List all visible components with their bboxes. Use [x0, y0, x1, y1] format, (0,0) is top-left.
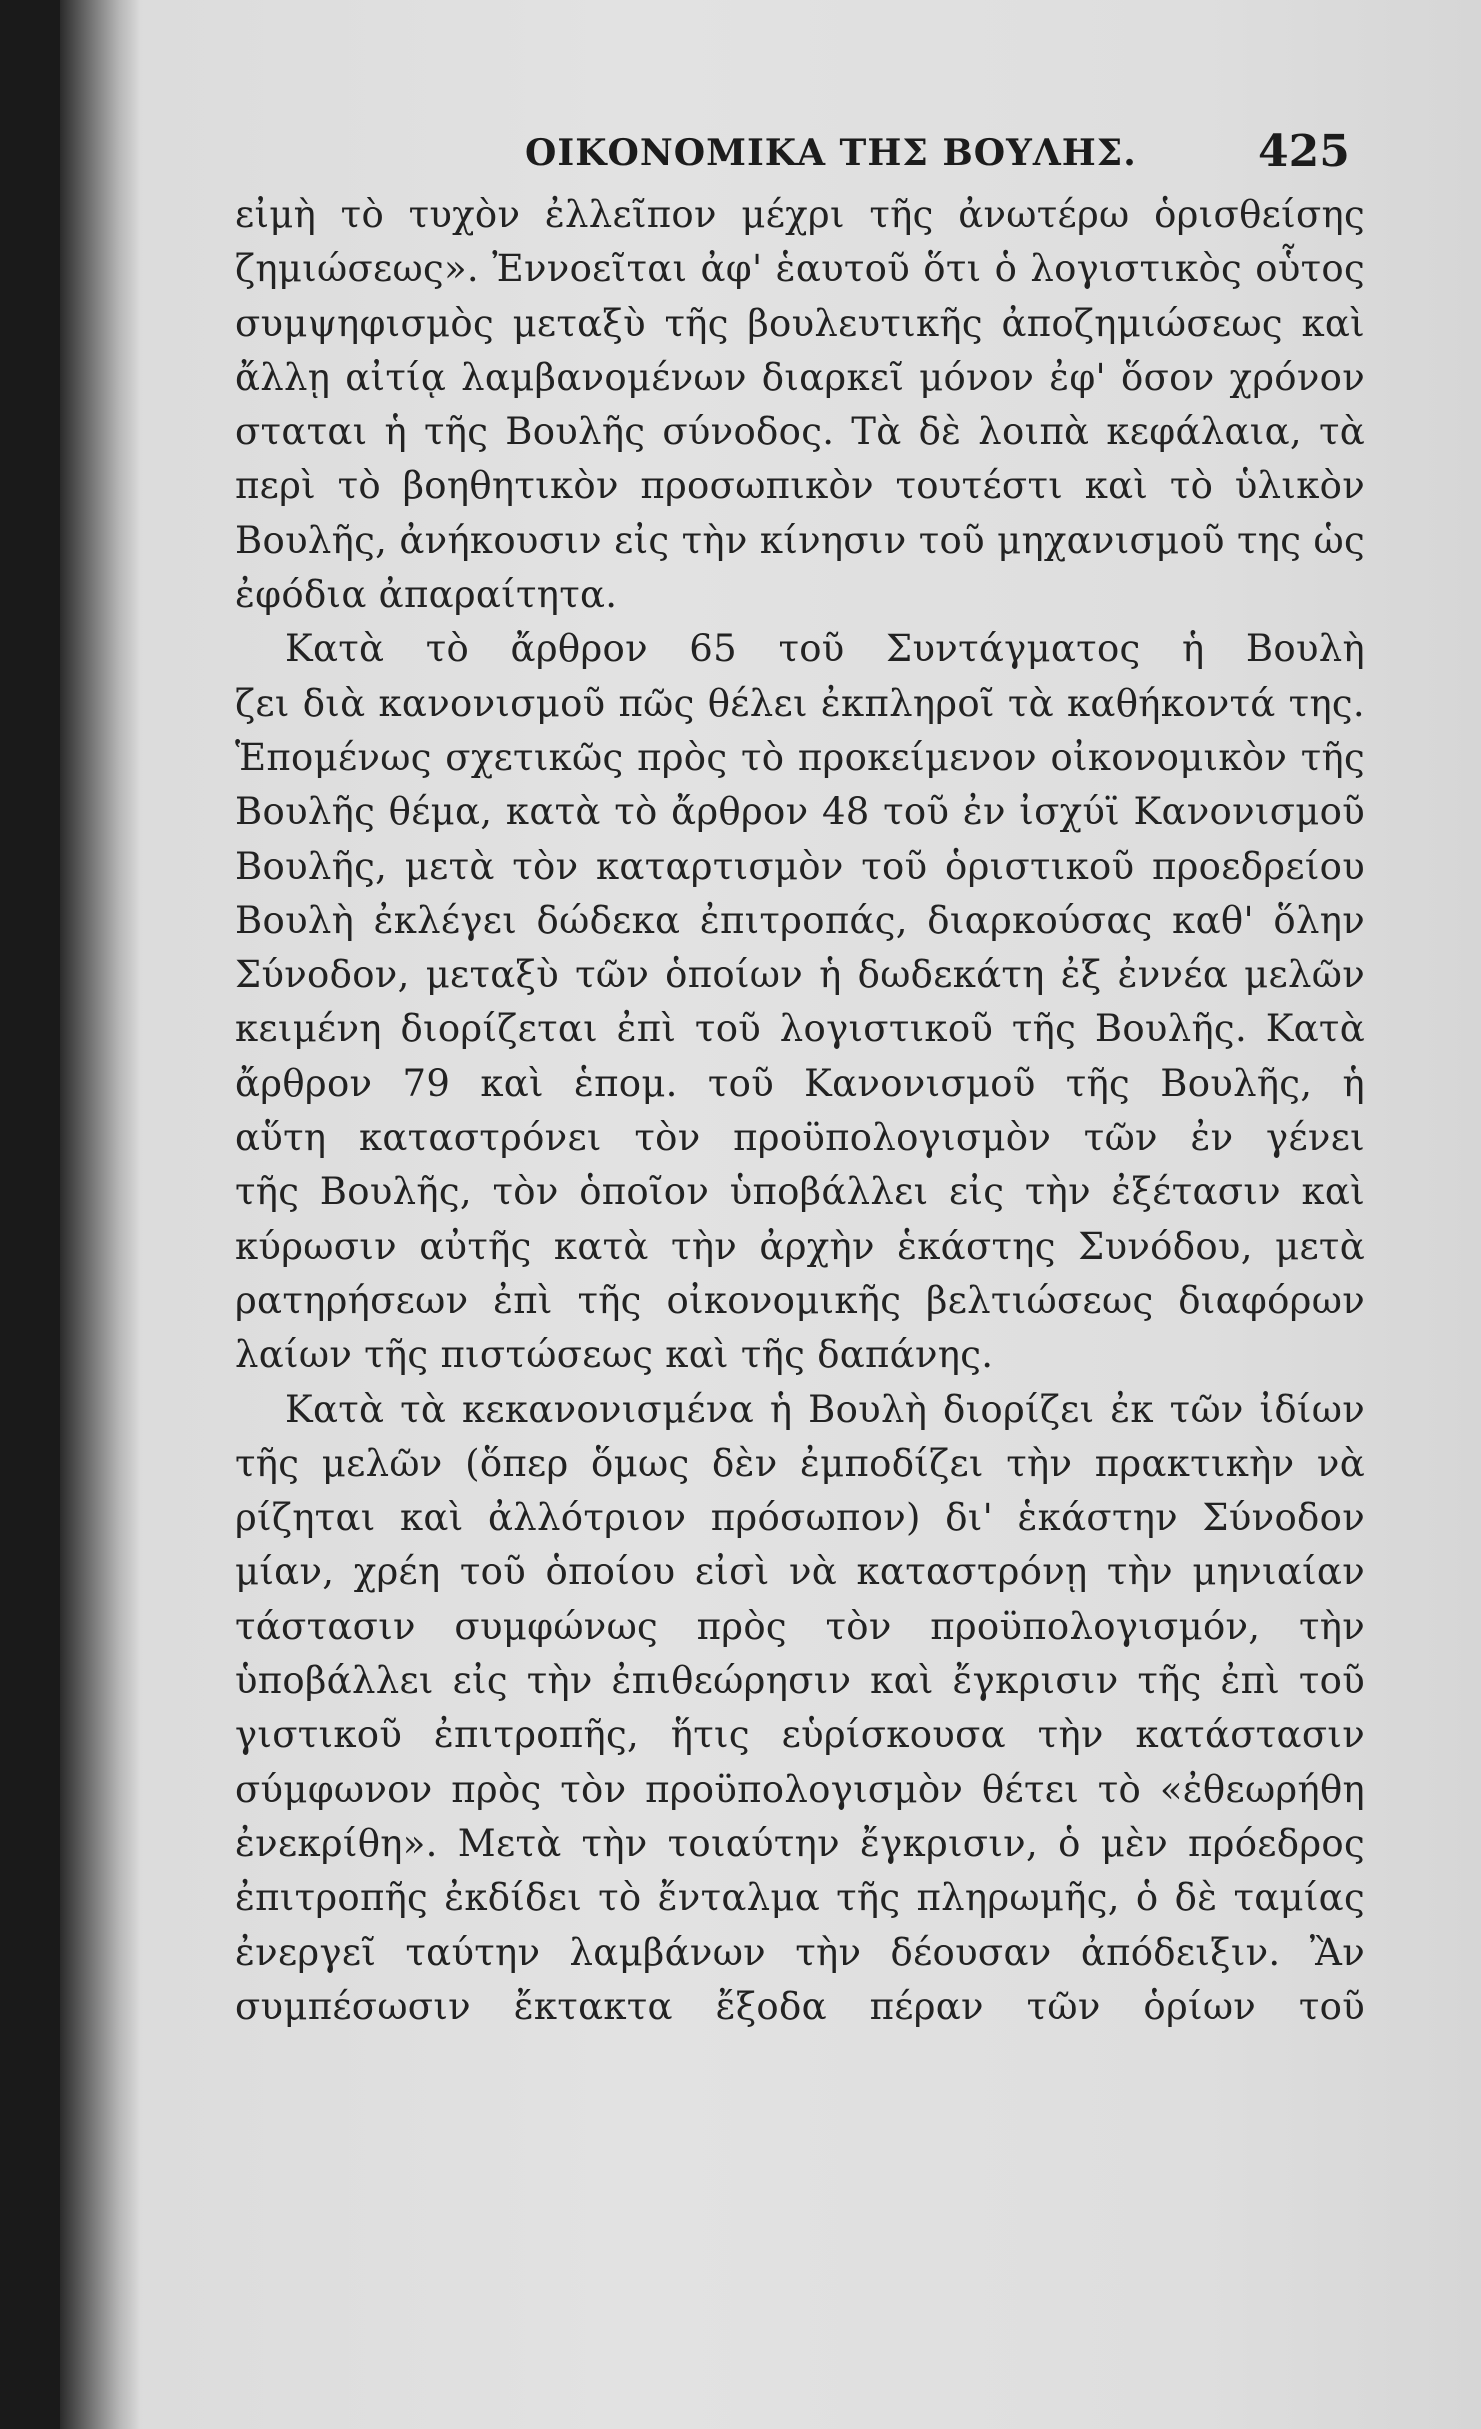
text-line: ἄλλῃ αἰτίᾳ λαμβανομένων διαρκεῖ μόνον ἐφ' ὅσον χρόνον — [235, 355, 1365, 399]
text-line: ἐνεργεῖ ταύτην λαμβάνων τὴν δέουσαν ἀπόδειξιν. Ἂν — [235, 1930, 1365, 1974]
body-text — [235, 188, 1365, 2034]
text-line: ἐπιτροπῆς ἐκδίδει τὸ ἔνταλμα τῆς πληρωμῆς, ὁ δὲ ταμίας — [235, 1876, 1365, 1920]
text-line: συμπέσωσιν ἔκτακτα ἔξοδα πέραν τῶν ὁρίων τοῦ — [235, 1984, 1365, 2028]
text-line: τῆς Βουλῆς, τὸν ὁποῖον ὑποβάλλει εἰς τὴν ἐξέτασιν καὶ — [235, 1170, 1365, 1214]
text-line: συμψηφισμὸς μεταξὺ τῆς βουλευτικῆς ἀποζημιώσεως καὶ — [235, 301, 1365, 345]
page-header — [0, 122, 1481, 182]
text-line: τῆς μελῶν (ὅπερ ὅμως δὲν ἐμποδίζει τὴν πρακτικὴν νὰ — [235, 1441, 1365, 1485]
text-line: Σύνοδον, μεταξὺ τῶν ὁποίων ἡ δωδεκάτη ἐξ ἐννέα μελῶν — [235, 953, 1365, 997]
text-line: λαίων τῆς πιστώσεως καὶ τῆς δαπάνης. — [235, 1333, 994, 1377]
text-line: ρίζηται καὶ ἀλλότριον πρόσωπον) δι' ἑκάστην Σύνοδον — [235, 1496, 1365, 1540]
text-line: κειμένη διορίζεται ἐπὶ τοῦ λογιστικοῦ τῆς Βουλῆς. Κατὰ — [235, 1007, 1365, 1051]
paragraph-start-line: Κατὰ τὸ ἄρθρον 65 τοῦ Συντάγματος ἡ Βουλὴ — [285, 627, 1365, 671]
text-line: τάστασιν συμφώνως πρὸς τὸν προϋπολογισμόν, τὴν — [235, 1604, 1365, 1648]
text-line: Βουλῆς θέμα, κατὰ τὸ ἄρθρον 48 τοῦ ἐν ἰσχύϊ Κανονισμοῦ — [235, 790, 1365, 834]
text-line: μίαν, χρέη τοῦ ὁποίου εἰσὶ νὰ καταστρόνῃ τὴν μηνιαίαν — [235, 1550, 1365, 1594]
page-number: 425 — [1258, 126, 1350, 177]
text-line: εἰμὴ τὸ τυχὸν ἐλλεῖπον μέχρι τῆς ἀνωτέρω ὁρισθείσης — [235, 193, 1365, 236]
text-line: ὑποβάλλει εἰς τὴν ἐπιθεώρησιν καὶ ἔγκρισιν τῆς ἐπὶ τοῦ — [235, 1659, 1365, 1703]
text-line: γιστικοῦ ἐπιτροπῆς, ἥτις εὑρίσκουσα τὴν κατάστασιν — [235, 1713, 1365, 1757]
running-title: ΟΙΚΟΝΟΜΙΚΑ ΤΗΣ ΒΟΥΛΗΣ. — [525, 132, 1137, 174]
text-line: ζημιώσεως». Ἐννοεῖται ἀφ' ἑαυτοῦ ὅτι ὁ λογιστικὸς οὗτος — [235, 247, 1365, 291]
text-line: ζει διὰ κανονισμοῦ πῶς θέλει ἐκπληροῖ τὰ καθήκοντά της. — [235, 681, 1365, 725]
book-spine-shadow — [60, 0, 140, 2429]
text-line: ρατηρήσεων ἐπὶ τῆς οἰκονομικῆς βελτιώσεως διαφόρων — [235, 1278, 1365, 1322]
text-line: Βουλὴ ἐκλέγει δώδεκα ἐπιτροπάς, διαρκούσας καθ' ὅλην — [235, 898, 1365, 942]
text-line: περὶ τὸ βοηθητικὸν προσωπικὸν τουτέστι καὶ τὸ ὑλικὸν — [235, 464, 1365, 508]
text-line: σύμφωνον πρὸς τὸν προϋπολογισμὸν θέτει τὸ «ἐθεωρήθη — [235, 1767, 1365, 1811]
text-line: αὕτη καταστρόνει τὸν προϋπολογισμὸν τῶν ἐν γένει — [235, 1116, 1365, 1160]
text-line: ἄρθρον 79 καὶ ἑπομ. τοῦ Κανονισμοῦ τῆς Βουλῆς, ἡ — [235, 1061, 1365, 1105]
text-line: Βουλῆς, μετὰ τὸν καταρτισμὸν τοῦ ὁριστικοῦ προεδρείου — [235, 844, 1365, 888]
text-line: σταται ἡ τῆς Βουλῆς σύνοδος. Τὰ δὲ λοιπὰ κεφάλαια, τὰ — [235, 410, 1365, 454]
text-line: Ἑπομένως σχετικῶς πρὸς τὸ προκείμενον οἰκονομικὸν τῆς — [235, 735, 1365, 779]
text-line: κύρωσιν αὐτῆς κατὰ τὴν ἀρχὴν ἑκάστης Συνόδου, μετὰ — [235, 1224, 1365, 1268]
text-line: Βουλῆς, ἀνήκουσιν εἰς τὴν κίνησιν τοῦ μηχανισμοῦ της ὡς — [235, 518, 1365, 562]
paragraph-start-line: Κατὰ τὰ κεκανονισμένα ἡ Βουλὴ διορίζει ἐκ τῶν ἰδίων — [285, 1387, 1365, 1431]
text-line: ἐνεκρίθη». Μετὰ τὴν τοιαύτην ἔγκρισιν, ὁ μὲν πρόεδρος — [235, 1821, 1365, 1865]
text-line: ἐφόδια ἀπαραίτητα. — [235, 573, 618, 617]
